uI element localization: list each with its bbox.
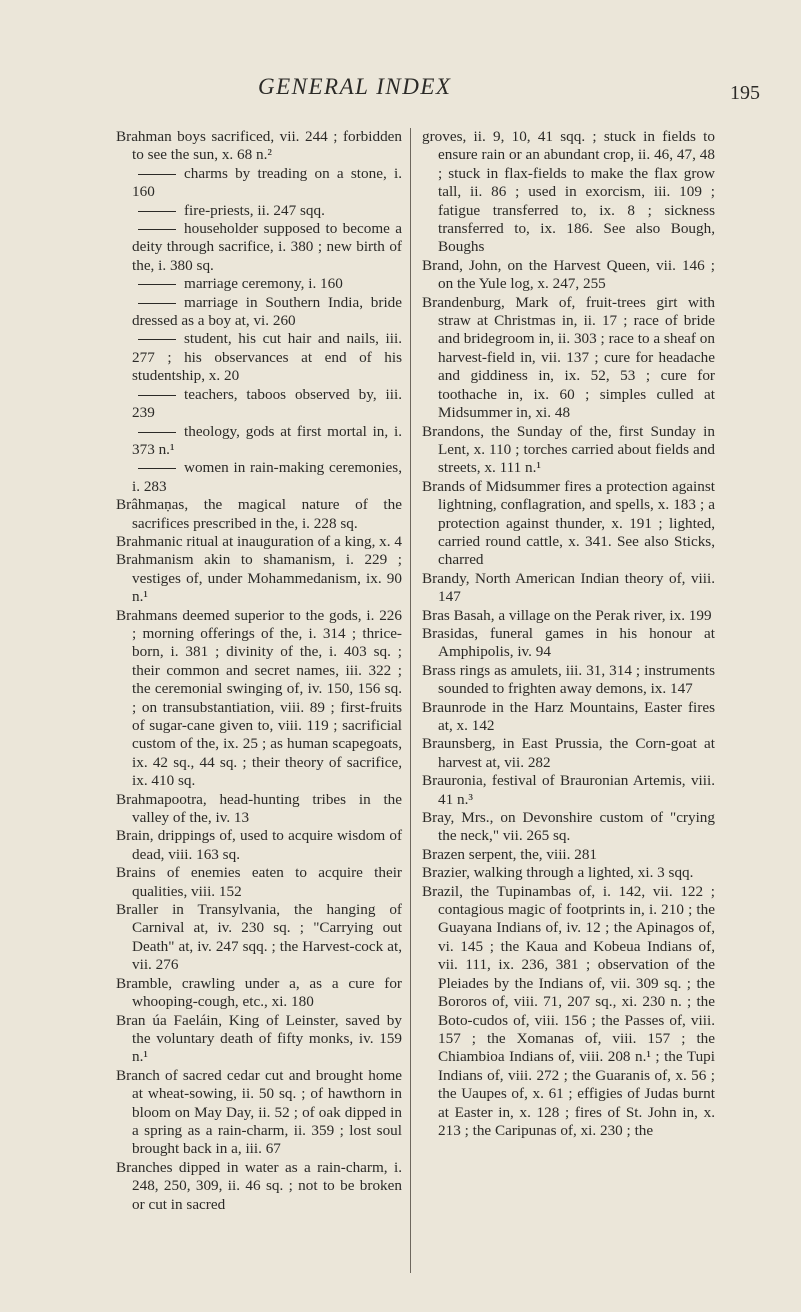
index-entry: Braller in Transylvania, the hanging of Carnival at, iv. 230 sq. ; "Carrying out Death" at, iv. 247 sqq. ; the Harvest-cock at, vii. 276 <box>116 901 402 974</box>
index-entry: Brands of Midsummer fires a protection against lightning, conflagration, and spells, x. 183 ; a protection against thunder, x. 191 ; lighted, carried round cattle, x. 341. See also Sticks, charred <box>422 477 715 569</box>
left-column <box>116 128 402 1214</box>
index-subentry <box>116 330 402 385</box>
repeat-dash <box>138 339 176 340</box>
repeat-dash <box>138 174 176 175</box>
index-entry: Brauronia, festival of Brauronian Artemis, viii. 41 n.³ <box>422 772 715 808</box>
index-entry: Branch of sacred cedar cut and brought home at wheat-sowing, ii. 50 sq. ; of hawthorn in bloom on May Day, ii. 52 ; of oak dipped in a spring as a rain-charm, ii. 359 ; lost soul brought back in a, iii. 67 <box>116 1066 402 1158</box>
index-entry: Bray, Mrs., on Devonshire custom of "crying the neck," vii. 265 sq. <box>422 809 715 845</box>
repeat-dash <box>138 211 176 212</box>
repeat-dash <box>138 432 176 433</box>
index-subentry <box>116 275 402 293</box>
index-entry: Brazier, walking through a lighted, xi. 3 sqq. <box>422 864 694 882</box>
index-entry-continued: groves, ii. 9, 10, 41 sqq. ; stuck in fields to ensure rain or an abundant crop, ii. 46, 47, 48 ; stuck in flax-fields to make the flax grow tall, ii. 86 ; used in exorcism, iii. 109 ; fatigue transferred to, ix. 8 ; sickness transferred to, ix. 186. See also Bough, Boughs <box>422 128 715 256</box>
index-entry: Bran úa Faeláin, King of Leinster, saved by the voluntary death of fifty monks, iv. 159 n.¹ <box>116 1011 402 1066</box>
index-entry: Brandons, the Sunday of the, first Sunday in Lent, x. 110 ; torches carried about fields and streets, x. 111 n.¹ <box>422 422 715 477</box>
repeat-dash <box>138 468 176 469</box>
repeat-dash <box>138 284 176 285</box>
subentry-text: women in rain-making ceremonies, i. 283 <box>132 459 402 495</box>
page-header <box>0 74 801 114</box>
index-entry: Bramble, crawling under a, as a cure for whooping-cough, etc., xi. 180 <box>116 974 402 1011</box>
repeat-dash <box>138 303 176 304</box>
index-entry: Brandenburg, Mark of, fruit-trees girt with straw at Christmas in, ii. 17 ; race of bride and bridegroom in, ii. 303 ; race to a sheaf on harvest-field in, vii. 137 ; cure for headache and giddiness in, ix. 52, 53 ; cure for toothache in, ix. 60 ; simples culled at Midsummer in, xi. 48 <box>422 293 715 422</box>
repeat-dash <box>138 229 176 230</box>
subentry-text: student, his cut hair and nails, iii. 277 ; his observances at end of his studentship, x. 20 <box>132 330 402 385</box>
repeat-dash <box>138 395 176 396</box>
index-entry: Brazil, the Tupinambas of, i. 142, vii. 122 ; contagious magic of footprints in, i. 210 ; the Guayana Indians of, iv. 12 ; the Apinagos of, vi. 145 ; the Kaua and Kobeua Indians of, vii. 111, ix. 236, 381 ; observation of the Pleiades by the Indians of, vii. 309 sq. ; the Bororos of, viii. 71, 207 sq., xi. 230 n. ; the Boto-cudos of, viii. 156 ; the Passes of, viii. 157 ; the Xomanas of, viii. 157 ; the Chiambioa Indians of, viii. 208 n.¹ ; the Tupi Indians of, viii. 272 ; the Guaranis of, x. 56 ; the Uaupes of, x. 61 ; effigies of Judas burnt at Easter in, x. 128 ; fires of St. John in, x. 213 ; the Caripunas of, xi. 230 ; the <box>422 882 715 1139</box>
subentry-text: marriage ceremony, i. 160 <box>184 275 343 293</box>
index-entry: Brahmanic ritual at inauguration of a king, x. 4 <box>116 532 402 550</box>
right-column <box>422 128 715 1140</box>
index-subentry <box>116 459 402 496</box>
index-entry: Brand, John, on the Harvest Queen, vii. 146 ; on the Yule log, x. 247, 255 <box>422 256 715 293</box>
index-subentry <box>116 294 402 331</box>
index-entry: Brâhmaṇas, the magical nature of the sacrifices prescribed in the, i. 228 sq. <box>116 496 402 532</box>
index-subentry <box>116 165 402 202</box>
index-entry: Branches dipped in water as a rain-charm, i. 248, 250, 309, ii. 46 sq. ; not to be broken or cut in sacred <box>116 1158 402 1213</box>
index-subentry <box>116 220 402 275</box>
index-subentry <box>116 202 402 220</box>
subentry-text: theology, gods at first mortal in, i. 373 n.¹ <box>132 422 402 458</box>
index-entry: Braunsberg, in East Prussia, the Corn-goat at harvest at, vii. 282 <box>422 735 715 771</box>
index-subentry <box>116 423 402 460</box>
subentry-text: teachers, taboos observed by, iii. 239 <box>132 385 402 422</box>
subentry-text: marriage in Southern India, bride dressed as a boy at, vi. 260 <box>132 293 402 330</box>
index-entry: Brahmans deemed superior to the gods, i. 226 ; morning offerings of the, i. 314 ; thrice-born, i. 381 ; divinity of the, i. 403 sq. ; their common and secret names, iii. 322 ; the ceremonial swinging of, iv. 150, 156 sq. ; on transubstantiation, viii. 89 ; first-fruits of sugar-cane given to, viii. 119 ; sacrificial custom of the, ix. 25 ; as human scapegoats, ix. 42 sq., 44 sq. ; their theory of sacrifice, ix. 410 sq. <box>116 606 402 790</box>
index-entry: Brazen serpent, the, viii. 281 <box>422 845 598 863</box>
index-entry: Brahmapootra, head-hunting tribes in the valley of the, iv. 13 <box>116 790 402 827</box>
subentry-text: charms by treading on a stone, i. 160 <box>132 164 402 201</box>
page-number: 195 <box>730 82 760 104</box>
index-entry: Brandy, North American Indian theory of, viii. 147 <box>422 569 715 606</box>
running-title: GENERAL INDEX <box>258 74 452 99</box>
index-entry: Brain, drippings of, used to acquire wisdom of dead, viii. 163 sq. <box>116 827 402 863</box>
column-divider <box>410 128 411 1273</box>
index-entry: Brass rings as amulets, iii. 31, 314 ; instruments sounded to frighten away demons, ix. 147 <box>422 661 715 698</box>
subentry-text: householder supposed to become a deity through sacrifice, i. 380 ; new birth of the, i. 380 sq. <box>132 220 402 274</box>
index-entry: Brains of enemies eaten to acquire their qualities, viii. 152 <box>116 864 402 900</box>
index-entry: Bras Basah, a village on the Perak river, ix. 199 <box>422 606 712 624</box>
index-subentry <box>116 386 402 423</box>
index-entry: Brasidas, funeral games in his honour at Amphipolis, iv. 94 <box>422 624 715 661</box>
index-entry: Braunrode in the Harz Mountains, Easter fires at, x. 142 <box>422 698 715 734</box>
index-entry: Brahman boys sacrificed, vii. 244 ; forbidden to see the sun, x. 68 n.² <box>116 128 402 164</box>
index-entry: Brahmanism akin to shamanism, i. 229 ; vestiges of, under Mohammedanism, ix. 90 n.¹ <box>116 551 402 606</box>
subentry-text: fire-priests, ii. 247 sqq. <box>184 201 325 219</box>
